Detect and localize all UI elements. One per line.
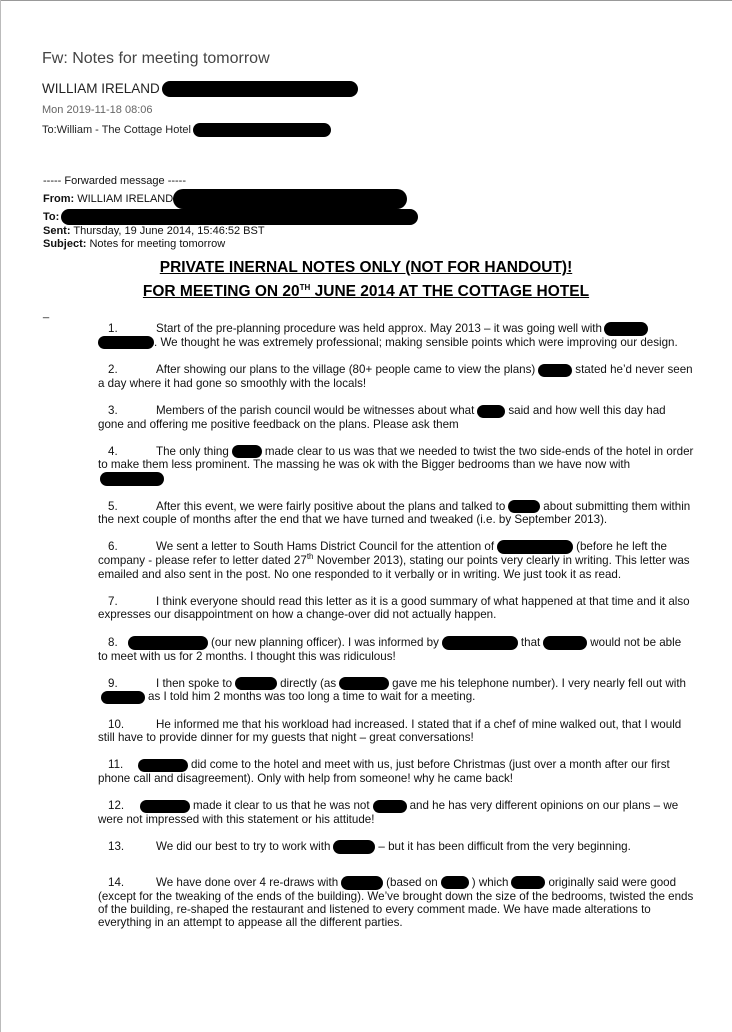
item-text: After this event, we were fairly positive about the plans and talked to (156, 499, 506, 513)
item-number: 13. (108, 839, 125, 853)
list-item (98, 500, 694, 527)
redaction (235, 677, 277, 690)
list-item (98, 876, 694, 930)
list-item (98, 718, 694, 745)
item-text: November 2013), stating our points very clearly in writing. This letter was emailed and also sent in the post. No one responded to it verbally or in writing. We just took it as read. (98, 554, 690, 581)
list-item (98, 677, 694, 704)
list-item (98, 840, 694, 854)
subject-value: Notes for meeting tomorrow (89, 238, 226, 250)
item-text: made it clear to us that he was not (193, 799, 370, 813)
item-sup: th (306, 552, 314, 562)
item-text: – but it has been difficult from the very beginning. (378, 839, 631, 853)
redaction (138, 759, 188, 772)
item-text: said and how well this day had gone and offering me positive feedback on the plans. Please ask them (98, 404, 666, 431)
item-number: 11. (108, 758, 124, 772)
list-item (98, 799, 694, 826)
redaction (543, 636, 587, 650)
item-text: After showing our plans to the village (80+ people came to view the plans) (156, 363, 536, 377)
redaction (442, 636, 518, 650)
redaction (441, 876, 469, 889)
redaction (339, 677, 389, 690)
list-item (98, 445, 694, 486)
item-text: and he has very different opinions on our plans – we were not impressed with this statement or his attitude! (98, 799, 679, 826)
subheading-text: FOR MEETING ON 20 (142, 283, 300, 300)
item-text: directly (as (280, 676, 337, 690)
item-text: gave me his telephone number). I very nearly fell out with (392, 676, 686, 690)
redaction (173, 189, 407, 209)
to-label: To: (43, 210, 60, 223)
item-text: We did our best to try to work with (156, 839, 331, 853)
redaction (373, 800, 407, 813)
sent-value: Thursday, 19 June 2014, 15:46:52 BST (73, 224, 265, 237)
forwarded-to (43, 209, 418, 225)
forwarded-subject (43, 238, 418, 252)
item-number: 9. (108, 676, 118, 690)
item-text: did come to the hotel and meet with us, just before Christmas (just over a month after our first phone call and disagreement). Only with help from someone! why he came back! (98, 758, 670, 785)
item-text: that (520, 635, 541, 649)
item-number: 3. (108, 404, 118, 418)
list-item (98, 636, 694, 663)
redaction (333, 840, 375, 854)
redaction (140, 800, 190, 813)
redaction (128, 636, 208, 650)
redaction (604, 322, 648, 336)
from-label: From: (43, 192, 75, 205)
item-number: 14. (108, 875, 125, 889)
item-text: I think everyone should read this letter as it is a good summary of what happened at that time and it also expresses our disappointment on how a change-over did not actually happen. (98, 594, 690, 622)
email-sender (42, 81, 358, 97)
item-text: Members of the parish council would be witnesses about what (156, 404, 475, 418)
item-number: 7. (108, 594, 118, 608)
item-text: (based on (386, 875, 438, 889)
from-value: WILLIAM IRELAND (77, 192, 174, 205)
notes-subheading (0, 283, 732, 301)
item-number: 8. (108, 635, 118, 649)
item-text: would not be able to meet with us for 2 months. I thought this was ridiculous! (98, 635, 682, 663)
item-text: made clear to us was that we needed to twist the two side-ends of the hotel in order to make them less prominent. The massing he was ok with the Bigger bedrooms than we have now with (98, 444, 694, 472)
forwarded-header (43, 175, 418, 252)
item-text: stated he’d never seen a day where it had gone so smoothly with the locals! (98, 363, 693, 390)
subject-label: Subject: (43, 238, 87, 250)
item-number: 2. (108, 363, 118, 377)
item-number: 5. (108, 499, 118, 513)
subheading-sup: TH (299, 282, 311, 292)
email-recipient (42, 123, 331, 137)
item-text: as I told him 2 months was too long a time to wait for a meeting. (148, 690, 476, 704)
item-text: (before he left the company - please refer to letter dated 27 (98, 540, 667, 568)
item-number: 1. (108, 322, 118, 336)
redaction (98, 336, 154, 349)
forwarded-sent (43, 225, 418, 239)
email-date: Mon 2019-11-18 08:06 (42, 104, 153, 116)
redaction (511, 876, 545, 889)
redaction (538, 364, 572, 377)
item-text: originally said were good (except for the tweaking of the ends of the building). We’ve brought down the size of the bedrooms, twisted the ends of the building, re-shaped the restaurant and listened to every comment made. We have made alterations to everything in an attempt to appease all the different parties. (98, 875, 694, 930)
recipient-label: To:William - The Cottage Hotel (42, 123, 191, 136)
item-number: 10. (108, 717, 125, 731)
redaction (232, 445, 262, 458)
notes-heading: PRIVATE INERNAL NOTES ONLY (NOT FOR HANDOUT)! (159, 259, 573, 276)
page-top-border (0, 0, 732, 1)
item-text: The only thing (156, 444, 229, 458)
list-item (98, 404, 694, 431)
item-number: 12. (108, 799, 125, 813)
list-item (98, 595, 694, 622)
redaction (193, 123, 331, 137)
sender-name: WILLIAM IRELAND (42, 81, 160, 96)
redaction (497, 540, 573, 554)
forwarded-banner: ----- Forwarded message ----- (43, 175, 187, 187)
item-text: ) which (471, 875, 509, 889)
item-text: . We thought he was extremely professional; making sensible points which were improving our design. (154, 336, 678, 349)
redaction (61, 209, 418, 225)
item-text: I then spoke to (156, 676, 233, 690)
redaction (162, 81, 358, 97)
item-number: 4. (108, 444, 118, 458)
list-item (98, 758, 694, 785)
item-text: We have done over 4 re-draws with (156, 875, 339, 889)
item-number: 6. (108, 540, 118, 554)
item-text: Start of the pre-planning procedure was held approx. May 2013 – it was going well with (156, 322, 602, 336)
redaction (100, 472, 164, 486)
item-text: He informed me that his workload had increased. I stated that if a chef of mine walked out, that I would still have to provide dinner for my guests that night – great conversations! (98, 717, 682, 745)
redaction (101, 691, 145, 704)
list-item (98, 363, 694, 390)
notes-list (98, 322, 694, 944)
item-text: We sent a letter to South Hams District Council for the attention of (156, 540, 495, 554)
subheading-text-end: JUNE 2014 AT THE COTTAGE HOTEL (310, 283, 590, 300)
item-text: (our new planning officer). I was informed by (211, 635, 439, 649)
redaction (508, 500, 540, 513)
stray-underscore: _ (43, 307, 50, 319)
redaction (477, 405, 505, 418)
list-item (108, 322, 694, 349)
item-text: about submitting them within the next couple of months after the end that we have turned and tweaked (i.e. by September 2013). (98, 499, 691, 527)
redaction (341, 876, 383, 890)
forwarded-from (43, 189, 418, 209)
email-subject: Fw: Notes for meeting tomorrow (42, 50, 270, 67)
page-left-border (0, 0, 1, 1032)
list-item (98, 540, 694, 581)
sent-label: Sent: (43, 224, 71, 237)
